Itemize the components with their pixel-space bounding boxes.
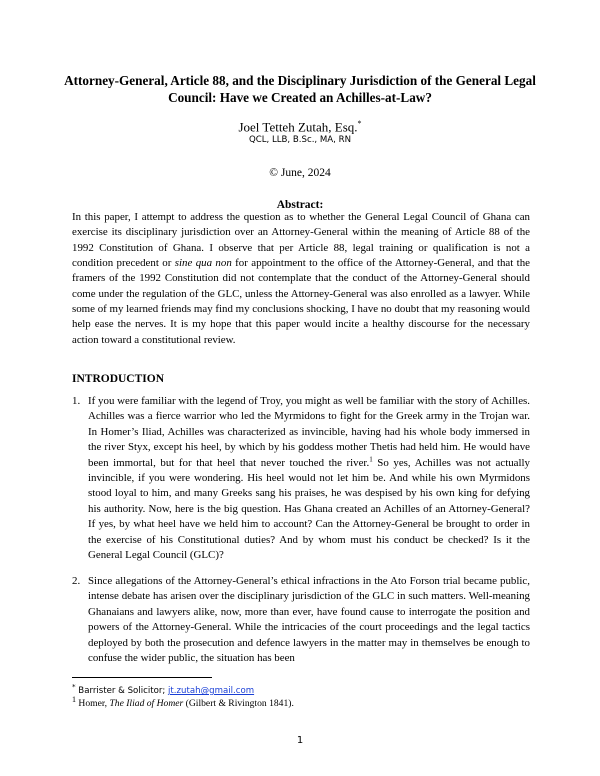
item-text-part: So yes, Achilles was not actually invincible, if you were wondering. His heel would not let him be. And while his own Myrmidons stood loyal to him, and many Greeks sang his praises, he was despised by his own king for defying his authority. Now, here is the big question. Has Ghana created an Achilles of an Attorney-General? If yes, by what heel have we held him to account? Can the Attorney-General be brought to order in the exercise of his Constitutional duties? And by whom must his conduct be checked? Is it the General Legal Council (GLC)? bbox=[88, 456, 530, 562]
abstract-text-2: for appointment to the office of the Attorney-General, and that the framers of the 1992 Constitution did not contemplate that the conduct of the Attorney-General should come under the regulation of the GLC, unless the Attorney-General was also enrolled as a lawyer. While some of my learned friends may find my conclusions shocking, I have no doubt that my reasoning would help ease the nerves. It is my hope that this paper would incite a healthy discourse for the necessary action toward a constitutional review. bbox=[72, 257, 530, 346]
email-link[interactable]: jt.zutah@gmail.com bbox=[168, 685, 255, 696]
item-text bbox=[88, 394, 530, 563]
author-line bbox=[0, 116, 600, 135]
abstract-italic: sine qua non bbox=[174, 257, 232, 270]
footnote-divider bbox=[72, 677, 212, 678]
abstract-text-1: In this paper, I attempt to address the question as to whether the General Legal Council of Ghana can exercise its disciplinary jurisdiction over an Attorney-General within the meaning of Article 88 of the 1992 Constitution of Ghana. I observe that per Article 88, legal training or qualification is not a condition precedent or bbox=[72, 211, 530, 270]
abstract-body bbox=[72, 210, 530, 348]
footnote-text: Barrister & Solicitor; bbox=[75, 685, 168, 696]
introduction-heading: INTRODUCTION bbox=[72, 373, 165, 385]
copyright-date: © June, 2024 bbox=[269, 167, 331, 179]
author-footnote-mark: * bbox=[357, 119, 362, 128]
footnote-text: (Gilbert & Rivington 1841). bbox=[183, 698, 294, 710]
footnote-mark: * bbox=[72, 682, 76, 691]
author-name: Joel Tetteh Zutah, Esq. bbox=[238, 119, 358, 135]
footnote-text: Homer, bbox=[76, 698, 110, 710]
list-item bbox=[72, 394, 530, 563]
list-item bbox=[72, 574, 530, 666]
author-qualifications: QCL, LLB, B.Sc., MA, RN bbox=[248, 135, 352, 145]
item-text-part: If you were familiar with the legend of Troy, you might as well be familiar with the story of Achilles. Achilles was a fierce warrior who led the Myrmidons to fight for the Greek army in the Trojan war. In Homer’s Iliad, Achilles was characterized as invincible, having had his whole body immersed in the river Styx, except his heel, by which by his goddess mother Thetis had held him. He would have been immortal, but for that heel that never touched the river. bbox=[88, 395, 530, 469]
item-number: 1. bbox=[72, 395, 81, 407]
page-number: 1 bbox=[296, 735, 304, 746]
footnote-italic: The Iliad of Homer bbox=[109, 698, 184, 710]
footnote-mark: 1 bbox=[72, 695, 76, 704]
footnote-2 bbox=[72, 694, 532, 710]
footnote-ref[interactable]: 1 bbox=[369, 455, 373, 463]
paper-title: Attorney-General, Article 88, and the Disciplinary Jurisdiction of the General Legal Council: Have we Created an Achilles-at-Law? bbox=[64, 73, 536, 105]
abstract-heading: Abstract: bbox=[276, 199, 324, 211]
item-text: Since allegations of the Attorney-General’s ethical infractions in the Ato Forson trial became public, intense debate has arisen over the disciplinary jurisdiction of the GLC in such matters. Well-meaning Ghanaians and lawyers alike, now, more than ever, have found cause to interrogate the position and powers of the Attorney-General. While the intricacies of the court proceedings and the legal tactics deployed by both the prosecution and defence lawyers in the matter may in themselves be enough to confuse the wider public, the situation has been bbox=[88, 575, 530, 665]
item-number: 2. bbox=[72, 575, 81, 587]
